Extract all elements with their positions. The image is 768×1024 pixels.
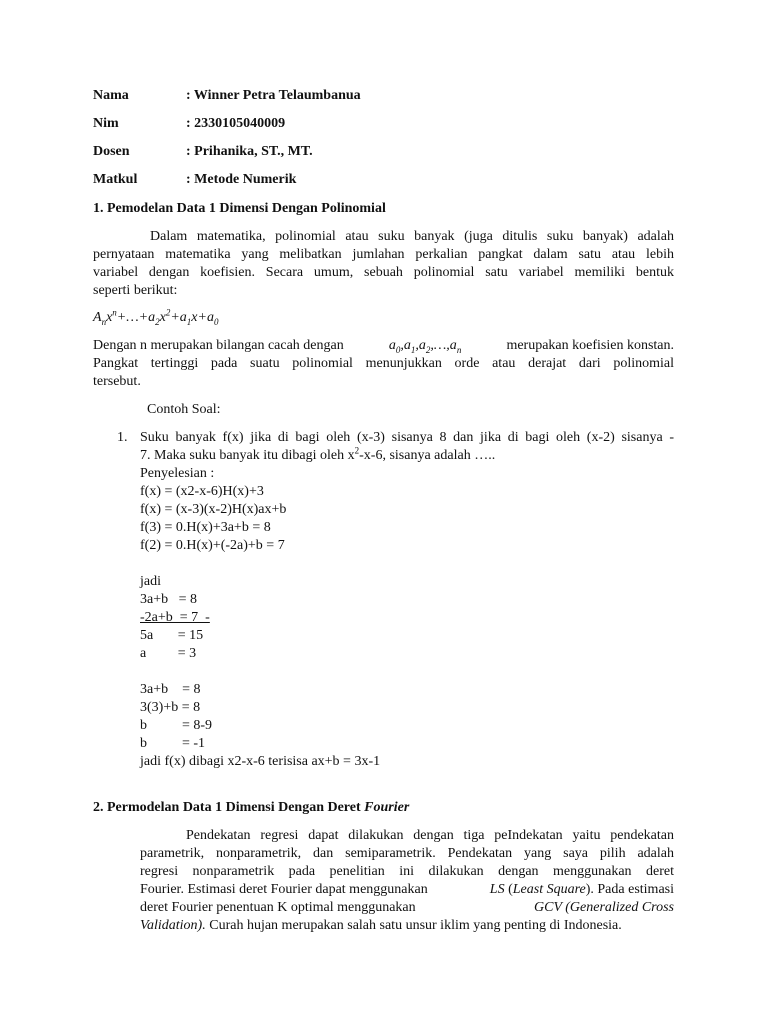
problem-line2: 7. Maka suku banyak itu dibagi oleh $x^2-x-6$, sisanya adalah ….. — [140, 445, 496, 463]
nim-label: Nim — [93, 116, 119, 131]
para2-line2 — [93, 355, 674, 373]
nim-value: : 2330105040009 — [186, 116, 286, 131]
s2-line3-text: regresi nonparametrik pada penelitian ini dilakukan dengan menggunakan deret — [140, 864, 674, 879]
s2-ls: LS — [489, 882, 505, 897]
para2-line2-text: Pangkat tertinggi pada suatu polinomial menunjukkan orde atau derajat dari polinomial — [93, 356, 674, 371]
s2-line1 — [186, 827, 674, 845]
solution-line4: f(3) = 0.H(x)+3a+b = 8 — [140, 520, 271, 535]
section2-heading — [93, 799, 409, 817]
work2-conclusion: jadi f(x) dibagi x2-x-6 terisisa ax+b = 3x-1 — [140, 754, 381, 769]
name-label: Nama — [93, 88, 129, 103]
para1-line2-text: pernyataan matematika yang melibatkan jumlahan perkalian pangkat dalam satu atau lebih — [93, 247, 674, 262]
list-number: 1. — [117, 430, 128, 445]
section2-heading-text: 2. Permodelan Data 1 Dimensi Dengan Deret — [93, 800, 365, 815]
work2-line3: b = 8-9 — [140, 718, 213, 733]
course-value: : Metode Numerik — [186, 172, 297, 187]
work2-line1: 3a+b = 8 — [140, 682, 201, 697]
lecturer-value: : Prihanika, ST., MT. — [186, 144, 313, 159]
s2-line5 — [140, 899, 674, 917]
polynomial-formula: $A_nx^n+\dots+a_2x^2+a_1x+a_0$ — [93, 307, 219, 327]
s2-line6-b: Curah hujan merupakan salah satu unsur iklim yang penting di Indonesia. — [205, 918, 622, 933]
para1-line1-text: Dalam matematika, polinomial atau suku banyak (juga ditulis suku banyak) adalah — [150, 229, 674, 244]
s2-line1-text: Pendekatan regresi dapat dilakukan dengan tiga peIndekatan yaitu pendekatan — [186, 828, 674, 843]
s2-line4-c: ). Pada estimasi — [585, 882, 674, 897]
problem-line1 — [140, 429, 674, 447]
s2-validation: Validation). — [140, 918, 206, 933]
s2-gcv: GCV (Generalized Cross — [534, 900, 674, 915]
para2-line1 — [93, 337, 674, 355]
para2-line3: tersebut. — [93, 374, 141, 389]
para2-line1-start: Dengan n merupakan bilangan cacah dengan — [93, 338, 344, 353]
work1-line3: -2a+b = 7 - — [140, 610, 210, 625]
solution-line5: f(2) = 0.H(x)+(-2a)+b = 7 — [140, 538, 285, 553]
course-label: Matkul — [93, 172, 138, 187]
para1-line3-text: variabel dengan koefisien. Secara umum, sebuah polinomial satu variabel memiliki bentuk — [93, 265, 674, 280]
s2-line3 — [140, 863, 674, 881]
solution-line2: f(x) = (x2-x-6)H(x)+3 — [140, 484, 264, 499]
s2-line2 — [140, 845, 674, 863]
example-label: Contoh Soal: — [147, 402, 221, 417]
s2-line4-a: Fourier. Estimasi deret Fourier dapat menggunakan — [140, 882, 428, 897]
s2-ls-full: Least Square — [512, 882, 586, 897]
solution-line3: f(x) = (x-3)(x-2)H(x)ax+b — [140, 502, 287, 517]
s2-line4 — [140, 881, 674, 899]
solution-line1: Penyelesian : — [140, 466, 215, 481]
section1-heading: 1. Pemodelan Data 1 Dimensi Dengan Polinomial — [93, 201, 386, 216]
problem-line1-text: Suku banyak f(x) jika di bagi oleh (x-3) sisanya 8 dan jika di bagi oleh (x-2) sisanya - — [140, 430, 674, 445]
para1-line3 — [93, 264, 674, 282]
work1-line1: jadi — [140, 574, 161, 589]
work1-line5: a = 3 — [140, 646, 197, 661]
s2-line6 — [140, 917, 674, 935]
lecturer-label: Dosen — [93, 144, 130, 159]
work1-line4: 5a = 15 — [140, 628, 204, 643]
name-value: : Winner Petra Telaumbanua — [186, 88, 361, 103]
s2-line4-rest — [490, 881, 674, 899]
section2-heading-italic: Fourier — [364, 800, 410, 815]
s2-line5-a: deret Fourier penentuan K optimal menggunakan — [140, 900, 416, 915]
para1-line2 — [93, 246, 674, 264]
coefficients-text: $a_0,a_1,a_2,\dots,a_n$ — [388, 338, 462, 355]
work1-line2: 3a+b = 8 — [140, 592, 198, 607]
s2-paren: ( — [504, 882, 513, 897]
para1-line1 — [150, 228, 674, 246]
para1-line4: seperti berikut: — [93, 283, 178, 298]
para2-line1-end: merupakan koefisien konstan. — [506, 338, 674, 353]
work2-line4: b = -1 — [140, 736, 206, 751]
work2-line2: 3(3)+b = 8 — [140, 700, 201, 715]
s2-line2-text: parametrik, nonparametrik, dan semiparametrik. Pendekatan yang saya pilih adalah — [140, 846, 674, 861]
